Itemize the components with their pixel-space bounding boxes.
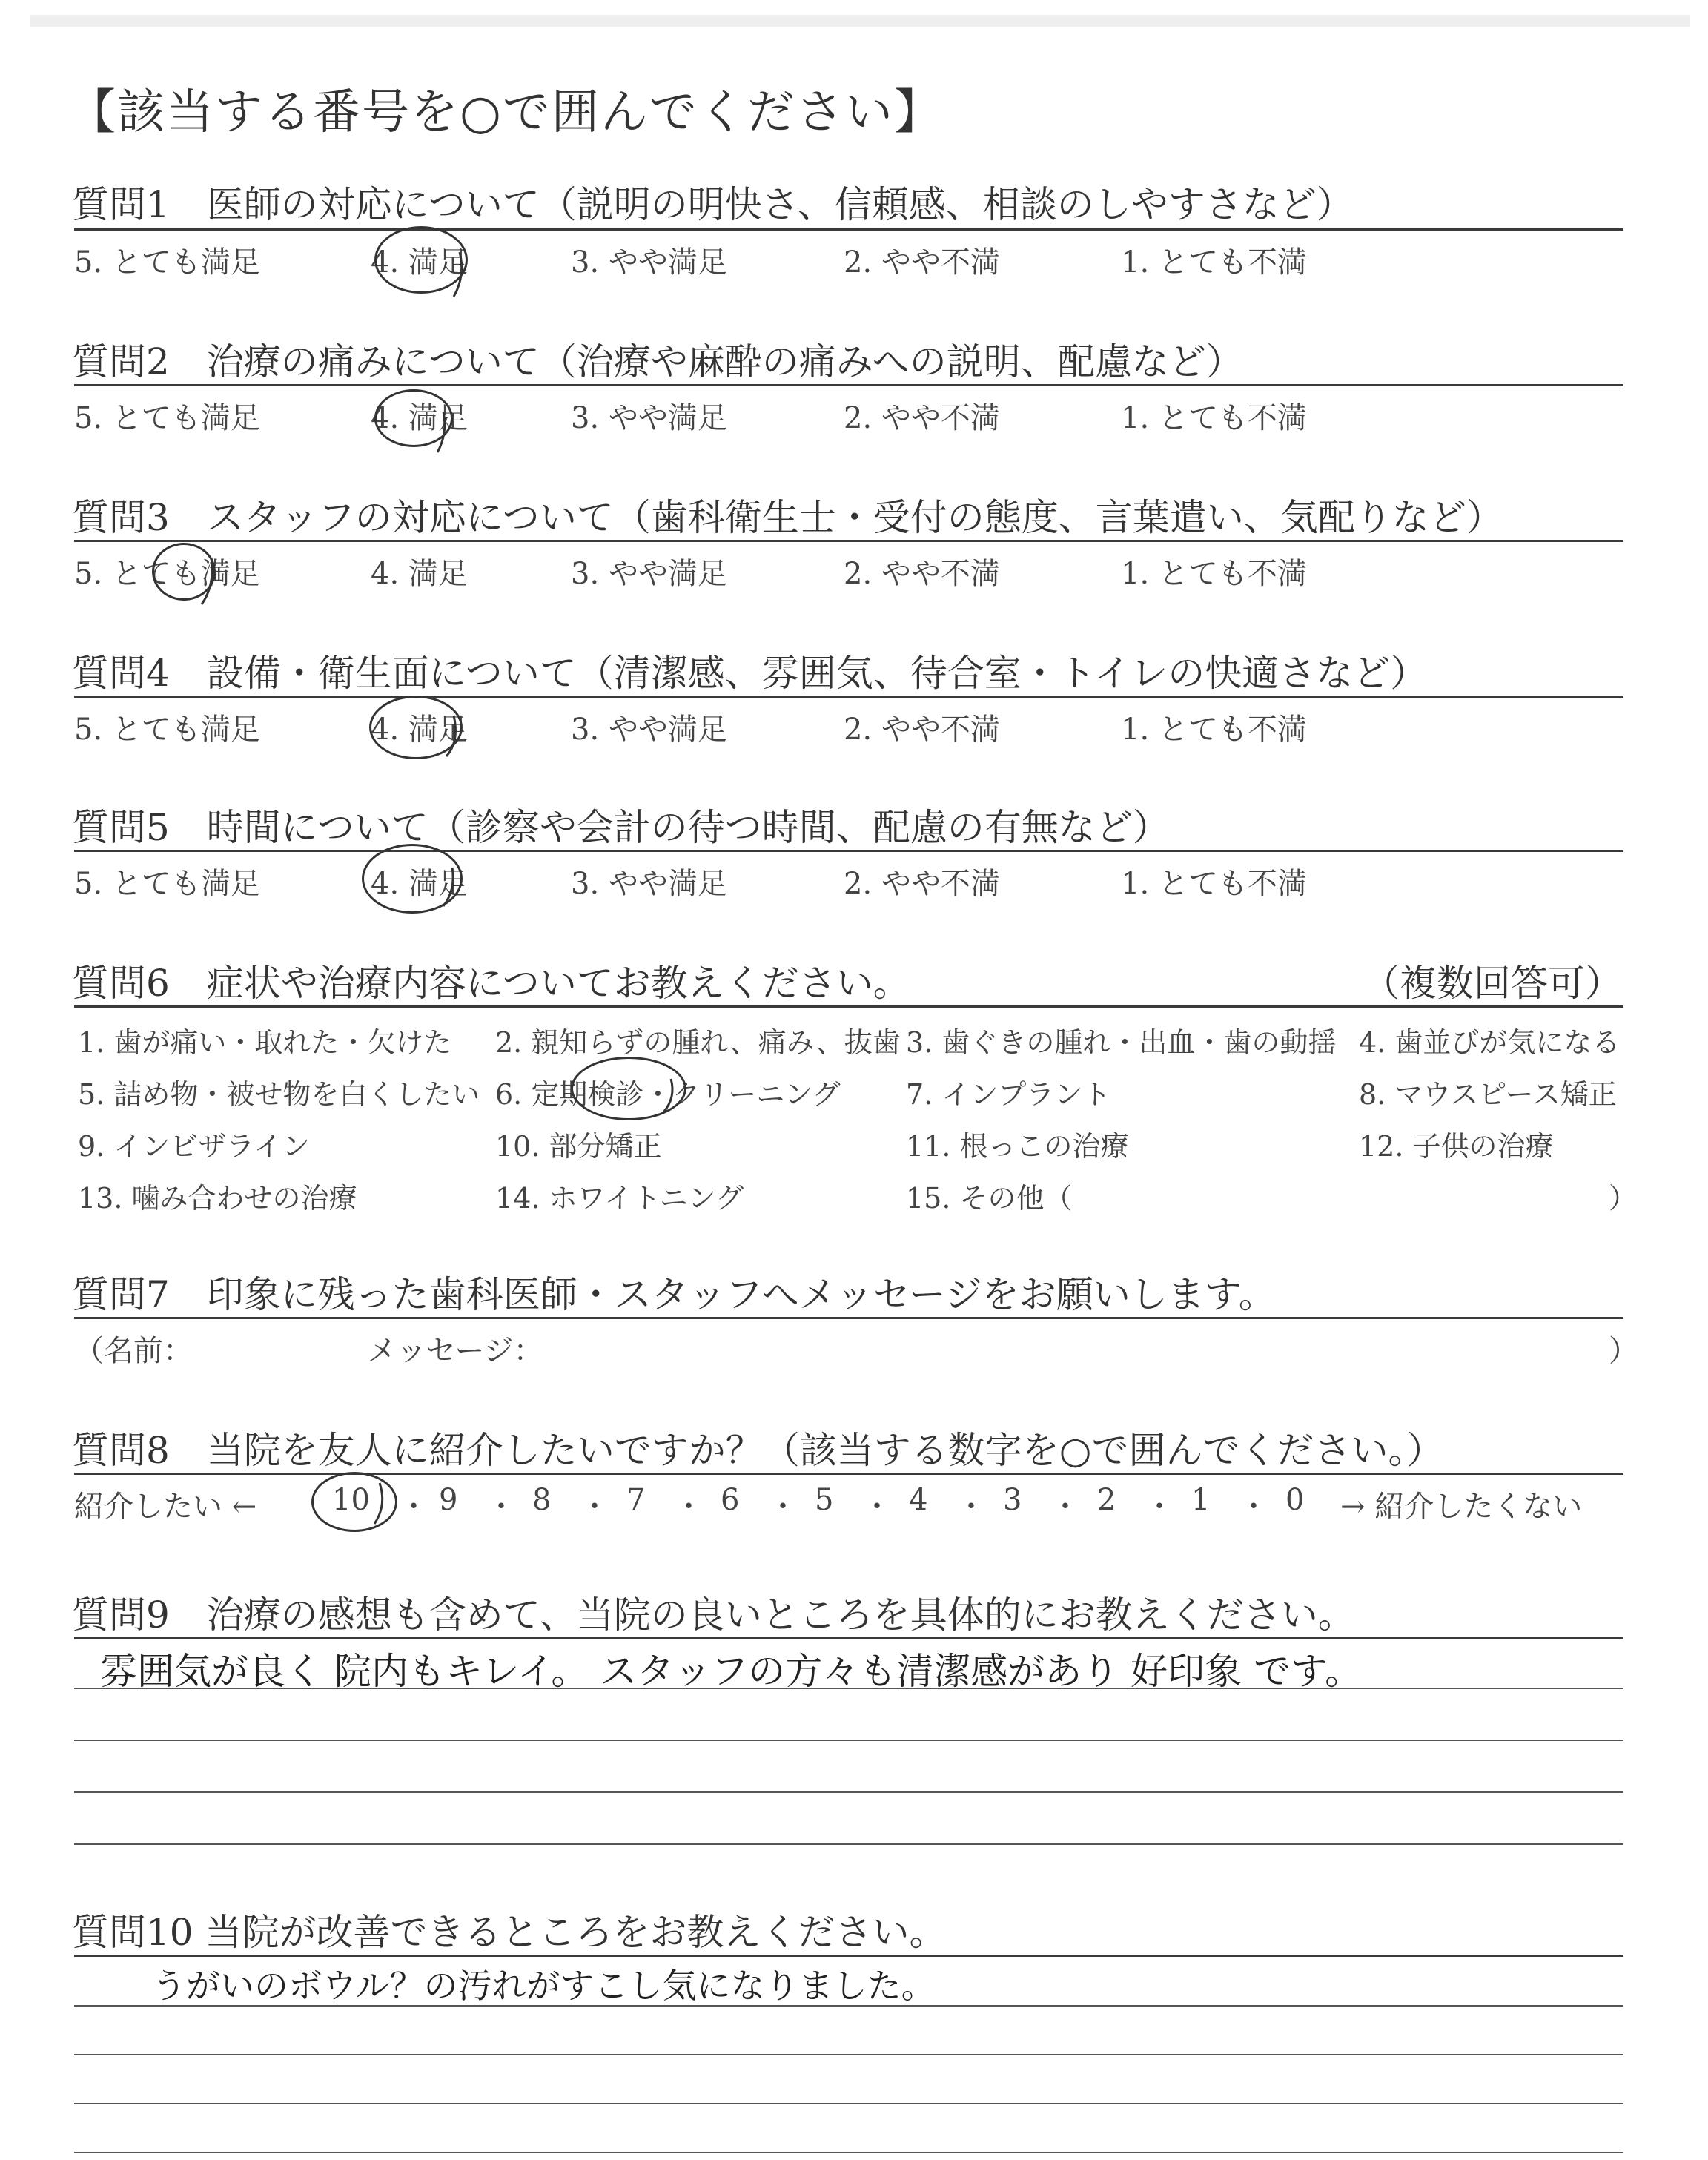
q6-option-4[interactable]: 4. 歯並びが気になる — [1359, 1026, 1621, 1059]
q8-title: 質問8 当院を友人に紹介したいですか？（該当する数字を○で囲んでください。） — [72, 1429, 1444, 1472]
q4-option-5[interactable]: 5. とても満足 — [74, 713, 260, 747]
q8-scale-dot: ・ — [956, 1490, 986, 1524]
q10-title: 質問10 当院が改善できるところをお教えください。 — [72, 1911, 947, 1954]
q8-scale-0[interactable]: 0 — [1285, 1483, 1305, 1517]
q8-scale-dot: ・ — [768, 1490, 798, 1524]
q9-handwritten-answer: 雰囲気が良く 院内もキレイ。 スタッフの方々も清潔感があり 好印象 です。 — [100, 1650, 1363, 1693]
q5-title: 質問5 時間について（診察や会計の待つ時間、配慮の有無など） — [72, 806, 1170, 849]
q6-option-3[interactable]: 3. 歯ぐきの腫れ・出血・歯の動揺 — [906, 1026, 1337, 1059]
q7-close-paren: ） — [1609, 1334, 1638, 1368]
q2-option-1[interactable]: 1. とても不満 — [1121, 401, 1307, 435]
q4-option-4[interactable]: 4. 満足 — [371, 713, 468, 747]
q6-option-12[interactable]: 12. 子供の治療 — [1359, 1130, 1554, 1163]
q1-option-2[interactable]: 2. やや不満 — [844, 245, 1000, 280]
q2-title: 質問2 治療の痛みについて（治療や麻酔の痛みへの説明、配慮など） — [72, 340, 1243, 383]
q7-message-label: メッセージ： — [367, 1334, 543, 1368]
q8-scale-2[interactable]: 2 — [1097, 1483, 1116, 1517]
q6-option-11[interactable]: 11. 根っこの治療 — [906, 1130, 1129, 1163]
q8-scale-8[interactable]: 8 — [532, 1483, 552, 1517]
q3-title: 質問3 スタッフの対応について（歯科衛生士・受付の態度、言葉遣い、気配りなど） — [72, 496, 1503, 539]
q5-option-4[interactable]: 4. 満足 — [371, 867, 468, 901]
q8-scale-dot: ・ — [486, 1490, 516, 1524]
q8-scale-dot: ・ — [580, 1490, 609, 1524]
q5-option-3[interactable]: 3. やや満足 — [571, 867, 727, 901]
q5-option-2[interactable]: 2. やや不満 — [844, 867, 1000, 901]
q8-scale-7[interactable]: 7 — [626, 1483, 646, 1517]
q6-option-15-close: ） — [1609, 1182, 1638, 1215]
q6-option-2[interactable]: 2. 親知らずの腫れ、痛み、抜歯 — [495, 1026, 901, 1059]
q9-title: 質問9 治療の感想も含めて、当院の良いところを具体的にお教えください。 — [72, 1593, 1355, 1636]
q2-option-5[interactable]: 5. とても満足 — [74, 401, 260, 435]
q3-option-5[interactable]: 5. とても満足 — [74, 557, 260, 591]
q2-option-2[interactable]: 2. やや不満 — [844, 401, 1000, 435]
q2-option-4[interactable]: 4. 満足 — [371, 401, 468, 435]
q1-option-4[interactable]: 4. 満足 — [371, 245, 468, 280]
q6-option-13[interactable]: 13. 噛み合わせの治療 — [78, 1182, 357, 1215]
q8-scale-9[interactable]: 9 — [439, 1483, 458, 1517]
q3-option-2[interactable]: 2. やや不満 — [844, 557, 1000, 591]
q6-option-5[interactable]: 5. 詰め物・被せ物を白くしたい — [78, 1078, 480, 1111]
q8-scale-dot: ・ — [1050, 1490, 1080, 1524]
q4-title: 質問4 設備・衛生面について（清潔感、雰囲気、待合室・トイレの快適さなど） — [72, 652, 1428, 695]
q6-title: 質問6 症状や治療内容についてお教えください。 — [72, 962, 910, 1005]
q8-scale-5[interactable]: 5 — [815, 1483, 834, 1517]
q5-option-1[interactable]: 1. とても不満 — [1121, 867, 1307, 901]
q6-multiple-note: （複数回答可） — [1363, 962, 1622, 1005]
q4-option-2[interactable]: 2. やや不満 — [844, 713, 1000, 747]
q5-option-5[interactable]: 5. とても満足 — [74, 867, 260, 901]
q6-option-14[interactable]: 14. ホワイトニング — [495, 1182, 744, 1215]
q8-scale-dot: ・ — [862, 1490, 892, 1524]
q8-scale-dot: ・ — [399, 1490, 428, 1524]
q3-option-1[interactable]: 1. とても不満 — [1121, 557, 1307, 591]
q1-option-5[interactable]: 5. とても満足 — [74, 245, 260, 280]
q1-option-3[interactable]: 3. やや満足 — [571, 245, 727, 280]
q7-name-label: （名前： — [74, 1334, 193, 1368]
q6-option-10[interactable]: 10. 部分矯正 — [495, 1130, 662, 1163]
q6-option-15[interactable]: 15. その他（ — [906, 1182, 1073, 1215]
q1-title: 質問1 医師の対応について（説明の明快さ、信頼感、相談のしやすさなど） — [72, 183, 1354, 226]
q6-option-1[interactable]: 1. 歯が痛い・取れた・欠けた — [78, 1026, 452, 1059]
q3-option-3[interactable]: 3. やや満足 — [571, 557, 727, 591]
q8-scale-10[interactable]: 10 — [332, 1483, 370, 1517]
q2-option-3[interactable]: 3. やや満足 — [571, 401, 727, 435]
q4-option-3[interactable]: 3. やや満足 — [571, 713, 727, 747]
q8-right-label: → 紹介したくない — [1340, 1490, 1583, 1524]
q6-option-8[interactable]: 8. マウスピース矯正 — [1359, 1078, 1617, 1111]
q8-scale-1[interactable]: 1 — [1191, 1483, 1211, 1517]
q4-option-1[interactable]: 1. とても不満 — [1121, 713, 1307, 747]
q6-option-7[interactable]: 7. インプラント — [906, 1078, 1111, 1111]
q3-option-4[interactable]: 4. 満足 — [371, 557, 468, 591]
q6-option-6[interactable]: 6. 定期検診・クリーニング — [495, 1078, 841, 1111]
q8-scale-dot: ・ — [1145, 1490, 1174, 1524]
q1-option-1[interactable]: 1. とても不満 — [1121, 245, 1307, 280]
q8-scale-4[interactable]: 4 — [909, 1483, 928, 1517]
q8-scale-3[interactable]: 3 — [1003, 1483, 1022, 1517]
q8-scale-dot: ・ — [1239, 1490, 1268, 1524]
q8-scale-dot: ・ — [674, 1490, 704, 1524]
q10-handwritten-answer: うがいのボウル？の汚れがすこし気になりました。 — [152, 1966, 936, 2006]
q7-title: 質問7 印象に残った歯科医師・スタッフへメッセージをお願いします。 — [72, 1273, 1276, 1316]
q8-left-label: 紹介したい ← — [74, 1490, 257, 1524]
form-heading: 【該当する番号を○で囲んでください】 — [68, 85, 943, 140]
q8-scale-6[interactable]: 6 — [721, 1483, 740, 1517]
q6-option-9[interactable]: 9. インビザライン — [78, 1130, 311, 1163]
